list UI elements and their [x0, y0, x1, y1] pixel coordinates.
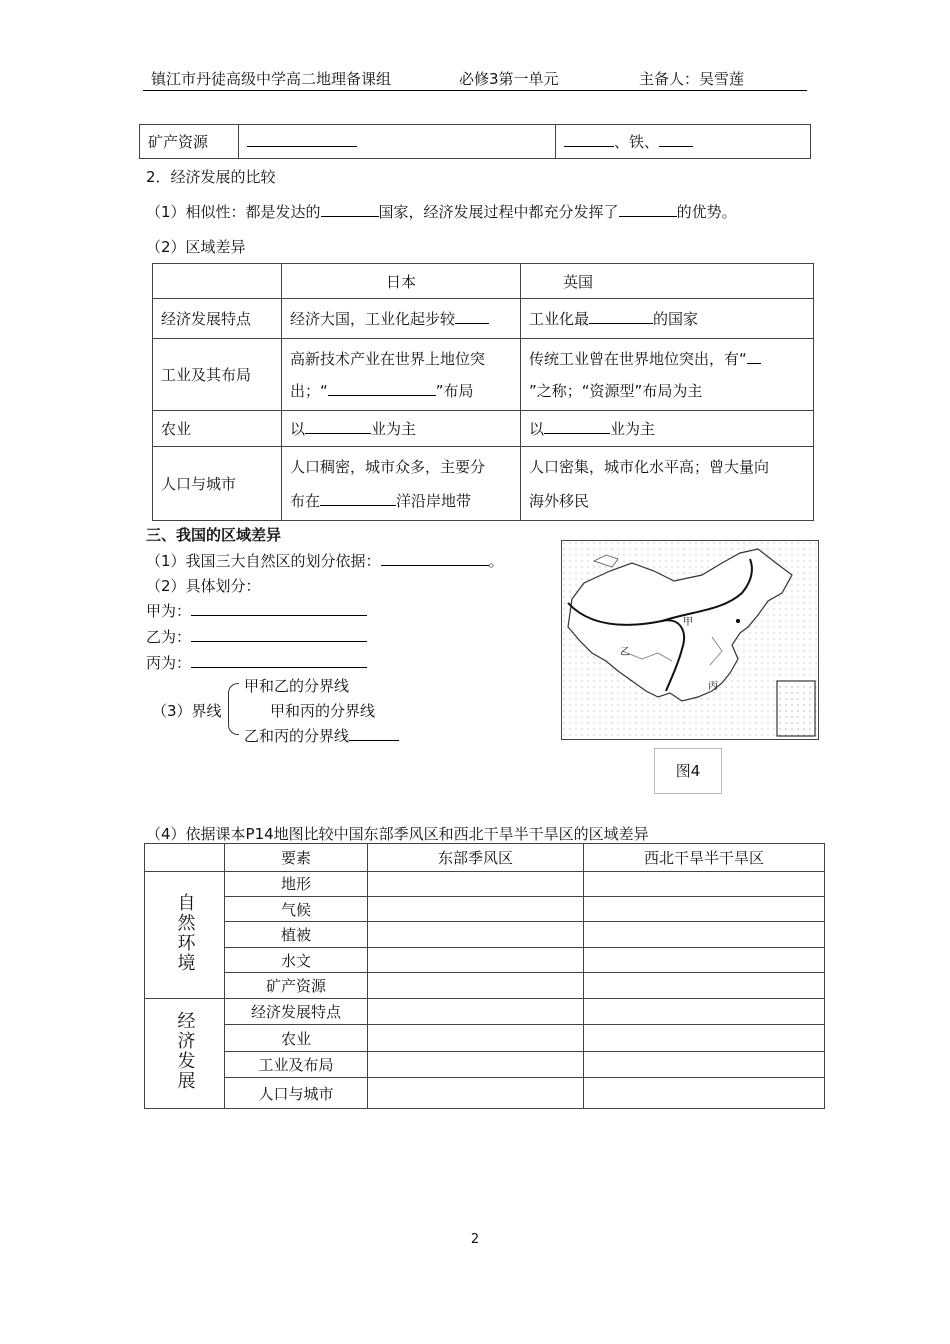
blank[interactable] — [191, 653, 367, 668]
boundary-jia-yi: 甲和乙的分界线 — [244, 677, 350, 695]
section2-title: 2．经济发展的比较 — [146, 168, 276, 186]
col-east: 东部季风区 — [368, 844, 584, 872]
answer-cell[interactable] — [584, 1025, 825, 1052]
q4-title: （4）依据课本P14地图比较中国东部季风区和西北干旱半干旱区的区域差异 — [146, 825, 649, 843]
boundary-jia-bing: 甲和丙的分界线 — [270, 702, 376, 720]
section2-q1: （1）相似性：都是发达的 国家，经济发展过程中都充分发挥了 的优势。 — [146, 203, 737, 221]
boundary-yi-bing: 乙和丙的分界线 — [244, 725, 399, 746]
col-japan: 日本 — [282, 264, 521, 299]
brace — [228, 683, 239, 735]
china-map — [561, 540, 819, 740]
factor-cell: 地形 — [225, 871, 368, 896]
section3-q2: （2）具体划分： — [146, 577, 261, 595]
section3-title: 三、我国的区域差异 — [146, 526, 282, 544]
answer-cell[interactable] — [368, 896, 584, 921]
factor-cell: 植被 — [225, 922, 368, 947]
answer-cell[interactable] — [584, 922, 825, 947]
answer-cell[interactable] — [584, 1051, 825, 1078]
answer-cell[interactable] — [368, 1078, 584, 1109]
map-label-yi: 乙 — [620, 647, 630, 658]
col-uk: 英国 — [521, 264, 814, 299]
bing-line: 丙为： — [146, 652, 367, 673]
mineral-label: 矿产资源 — [140, 125, 239, 159]
blank[interactable] — [589, 309, 653, 324]
blank[interactable] — [544, 419, 610, 434]
group-natural: 自然环境 — [174, 892, 196, 973]
answer-cell[interactable] — [368, 973, 584, 998]
header-unit: 必修3第一单元 — [459, 70, 559, 88]
blank[interactable] — [349, 726, 399, 741]
blank[interactable] — [321, 202, 379, 217]
answer-cell[interactable] — [368, 871, 584, 896]
factor-cell: 农业 — [225, 1025, 368, 1052]
compare-table: 日本 英国 经济发展特点 经济大国，工业化起步较 工业化最 的国家 工业及其布局 高新技术产业在世界上地位突 出；“ ”布局 传统工业曾在世界地位突出，有“ ”之称；“资源型”布局为主 农业 以 业为主 以 业为主 人口与城市 人口稠密，城市众多，主要分 布在 洋沿岸地带 人口密集，城市化水平高；曾大量向 海外移民 — [152, 263, 814, 521]
page-number: 2 — [470, 1232, 480, 1247]
answer-cell[interactable] — [584, 1078, 825, 1109]
region-compare-table — [144, 843, 825, 1109]
factor-cell: 矿产资源 — [225, 973, 368, 998]
blank[interactable] — [619, 202, 677, 217]
blank[interactable] — [191, 601, 367, 616]
col-northwest: 西北干旱半干旱区 — [584, 844, 825, 872]
yi-line: 乙为： — [146, 626, 367, 647]
section2-q2: （2）区域差异 — [146, 238, 246, 256]
row-label: 农业 — [153, 411, 282, 447]
answer-cell[interactable] — [368, 998, 584, 1025]
blank[interactable] — [381, 551, 489, 566]
answer-cell[interactable] — [368, 947, 584, 972]
answer-cell[interactable] — [584, 998, 825, 1025]
row-label: 工业及其布局 — [153, 339, 282, 411]
blank[interactable] — [455, 309, 489, 324]
factor-cell: 经济发展特点 — [225, 998, 368, 1025]
header-school: 镇江市丹徒高级中学高二地理备课组 — [151, 70, 392, 88]
answer-cell[interactable] — [584, 871, 825, 896]
blank[interactable] — [659, 132, 693, 147]
page-header — [143, 66, 807, 91]
figure-caption: 图4 — [654, 748, 722, 794]
row-label: 经济发展特点 — [153, 299, 282, 339]
factor-cell: 工业及布局 — [225, 1051, 368, 1078]
map-label-jia: 甲 — [683, 617, 693, 628]
answer-cell[interactable] — [368, 1051, 584, 1078]
factor-cell: 人口与城市 — [225, 1078, 368, 1109]
blank[interactable] — [747, 349, 761, 364]
blank[interactable] — [247, 132, 357, 147]
blank[interactable] — [305, 419, 371, 434]
map-label-bing: 丙 — [708, 681, 718, 692]
blank[interactable] — [328, 381, 436, 396]
china-map-outline — [562, 541, 818, 739]
header-author: 主备人：吴雪莲 — [639, 70, 745, 88]
answer-cell[interactable] — [368, 1025, 584, 1052]
boundary-label: （3）界线 — [152, 702, 222, 720]
answer-cell[interactable] — [584, 973, 825, 998]
section3-q1: （1）我国三大自然区的划分依据： 。 — [146, 552, 504, 570]
blank[interactable] — [320, 491, 396, 506]
answer-cell[interactable] — [368, 922, 584, 947]
jia-line: 甲为： — [146, 600, 367, 621]
mineral-table: 矿产资源 、铁、 — [139, 124, 811, 159]
factor-cell: 水文 — [225, 947, 368, 972]
blank[interactable] — [564, 132, 614, 147]
col-factor: 要素 — [225, 844, 368, 872]
factor-cell: 气候 — [225, 896, 368, 921]
blank[interactable] — [191, 627, 367, 642]
group-economic: 经济发展 — [174, 1011, 196, 1092]
answer-cell[interactable] — [584, 947, 825, 972]
row-label: 人口与城市 — [153, 447, 282, 521]
answer-cell[interactable] — [584, 896, 825, 921]
